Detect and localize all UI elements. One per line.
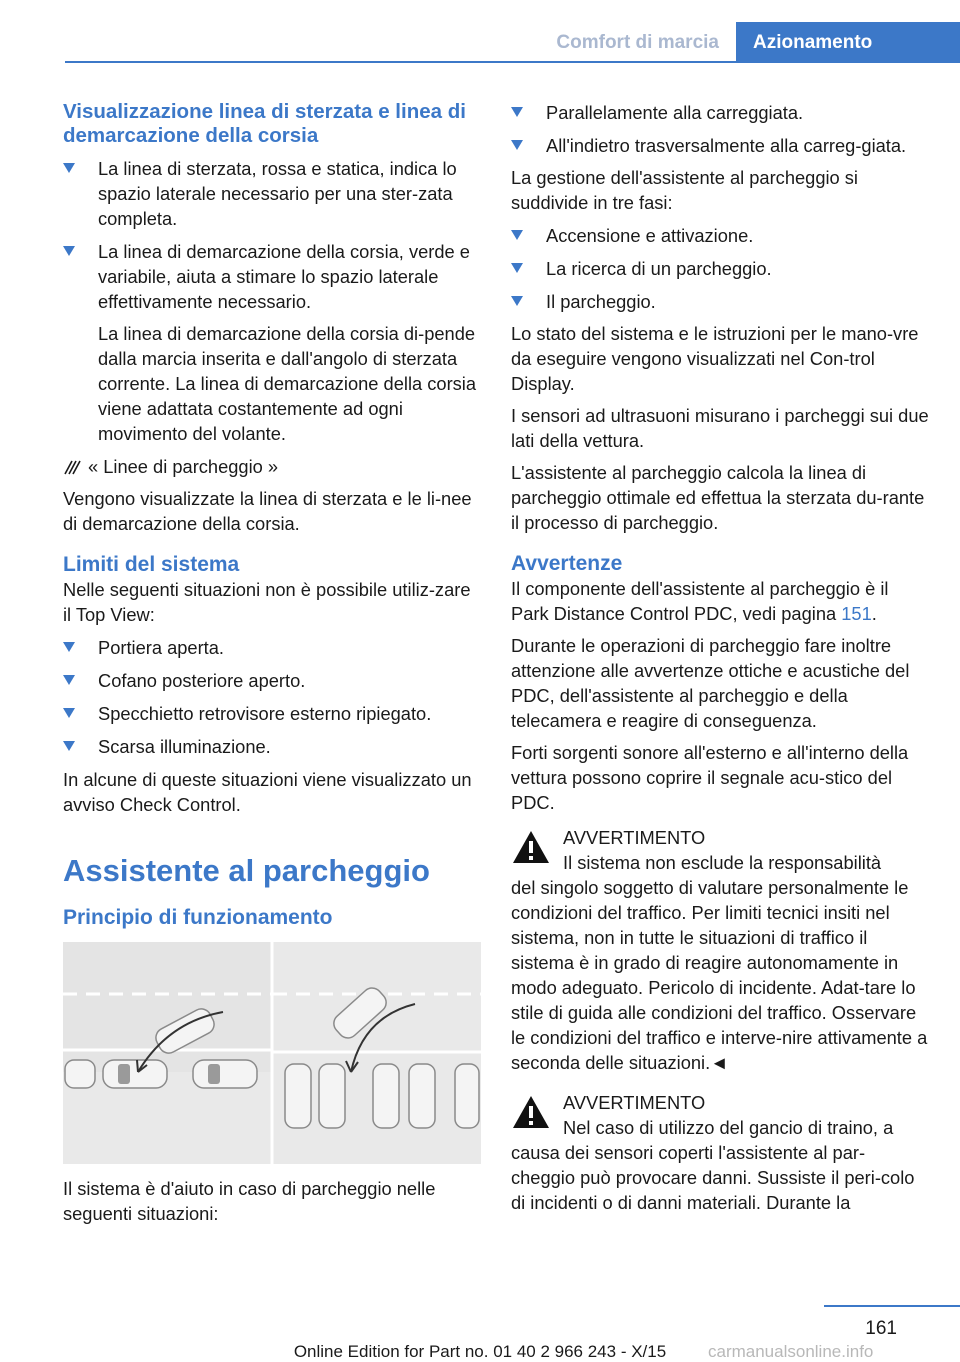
parking-diagram-svg: [63, 942, 481, 1164]
indented-paragraph: [63, 321, 481, 446]
header-section-tab: Comfort di marcia: [556, 32, 719, 53]
warning-triangle-icon: [511, 829, 551, 865]
footer-edition: Online Edition for Part no. 01 40 2 966 243 - X/15: [293, 1342, 667, 1361]
bullet-text: Accensione e attivazione.: [546, 225, 754, 246]
pdc-ref-text: Il componente dell'assistente al parcheggio è il Park Distance Control PDC, vedi pagina: [511, 578, 889, 624]
bullet-triangle-icon: [511, 296, 523, 306]
bullet-text: Specchietto retrovisore esterno ripiegato.: [98, 703, 432, 724]
paragraph: Nelle seguenti situazioni non è possibile utiliz-zare il Top View:: [63, 579, 471, 625]
paragraph: Vengono visualizzate la linea di sterzata e le li-nee di demarcazione della corsia.: [63, 488, 472, 534]
bullet-text: All'indietro trasversalmente alla carreg-giata.: [546, 135, 907, 156]
warning-text: del singolo soggetto di valutare personalmente le condizioni del traffico. Per limiti tecnici insiti nel sistema, non in tutte le situazioni di traffico il sistema è in grado di reagire autonomamente in modo adeguato. Pericolo di incidente. Adat-tare lo stile di guida alle condizioni del traffico. Osservare le condizioni del traffico e interve-nire attivamente a seconda delle situazioni.◄: [511, 877, 928, 1073]
paragraph: In alcune di queste situazioni viene visualizzato un avviso Check Control.: [63, 769, 472, 815]
warning-block: [511, 825, 929, 1075]
warning-text: causa dei sensori coperti l'assistente al par-cheggio può provocare danni. Sussiste il peri-colo di incidenti o di danni materiali. Durante la: [511, 1142, 915, 1213]
paragraph: Durante le operazioni di parcheggio fare inoltre attenzione alle avvertenze ottiche e acustiche del PDC, dell'assistente al parcheggio e della telecamera e reagire di conseguenza.: [511, 635, 910, 731]
indented-text: La linea di demarcazione della corsia di-pende dalla marcia inserita e dall'angolo di sterzata corrente. La linea di demarcazione della corsia viene adattata costantemente ad ogni movimento del volante.: [98, 323, 477, 444]
bullet-item: [63, 156, 481, 231]
bullet-text: La ricerca di un parcheggio.: [546, 258, 772, 279]
bullet-item: [511, 223, 929, 248]
bullet-item: [63, 701, 481, 726]
bullet-triangle-icon: [63, 675, 75, 685]
bullet-text: Parallelamente alla carreggiata.: [546, 102, 804, 123]
heading-parking-assistant: Assistente al parcheggio: [63, 853, 430, 888]
right-column: [511, 100, 929, 1215]
parking-illustration: [63, 942, 481, 1164]
page-number: 161: [865, 1318, 897, 1339]
bullet-triangle-icon: [63, 163, 75, 173]
bullet-triangle-icon: [511, 230, 523, 240]
bullet-triangle-icon: [63, 708, 75, 718]
paragraph: L'assistente al parcheggio calcola la linea di parcheggio ottimale ed effettua la sterzata du-rante il processo di parcheggio.: [511, 462, 925, 533]
heading-principle: Principio di funzionamento: [63, 906, 333, 929]
warning-triangle-icon: [511, 1094, 551, 1130]
bullet-triangle-icon: [63, 741, 75, 751]
header-chapter-tab: Azionamento: [736, 22, 960, 63]
warning-title: AVVERTIMENTO: [563, 1092, 706, 1113]
bullet-text: Scarsa illuminazione.: [98, 736, 271, 757]
warning-block: [511, 1090, 929, 1215]
bullet-text: Portiera aperta.: [98, 637, 225, 658]
bullet-triangle-icon: [511, 263, 523, 273]
pdc-ref-end: .: [871, 603, 877, 624]
paragraph: Lo stato del sistema e le istruzioni per le mano-vre da eseguire vengono visualizzati nel Con-trol Display.: [511, 323, 919, 394]
paragraph: Forti sorgenti sonore all'esterno e all'interno della vettura possono coprire il segnale acu-stico del PDC.: [511, 742, 909, 813]
bullet-triangle-icon: [511, 140, 523, 150]
left-column: [63, 100, 481, 1226]
heading-system-limits: Limiti del sistema: [63, 553, 240, 576]
bullet-item: [63, 668, 481, 693]
heading-notes: Avvertenze: [511, 552, 623, 575]
heading-steering-lines: Visualizzazione linea di sterzata e linea di demarcazione della corsia: [63, 100, 466, 147]
warning-title: AVVERTIMENTO: [563, 827, 706, 848]
paragraph: Il sistema è d'aiuto in caso di parcheggio nelle seguenti situazioni:: [63, 1178, 436, 1224]
bullet-item: [63, 239, 481, 314]
bullet-item: [63, 635, 481, 660]
bullet-triangle-icon: [63, 246, 75, 256]
menu-path-text: « Linee di parcheggio »: [88, 456, 279, 477]
header-rule: [65, 61, 960, 63]
menu-path-line: [63, 454, 481, 479]
bullet-item: [511, 133, 929, 158]
bullet-item: [511, 256, 929, 281]
bullet-item: [63, 734, 481, 759]
bullet-triangle-icon: [63, 642, 75, 652]
bullet-text: La linea di demarcazione della corsia, verde e variabile, aiuta a stimare lo spazio laterale effettivamente necessario.: [98, 241, 470, 312]
bullet-triangle-icon: [511, 107, 523, 117]
footer-rule: [824, 1305, 960, 1307]
bullet-text: Il parcheggio.: [546, 291, 656, 312]
parking-lines-icon: [63, 456, 83, 476]
bullet-text: Cofano posteriore aperto.: [98, 670, 306, 691]
paragraph: I sensori ad ultrasuoni misurano i parcheggi sui due lati della vettura.: [511, 405, 929, 451]
watermark: carmanualsonline.info: [708, 1342, 874, 1361]
paragraph-pdc-reference: [511, 576, 929, 626]
warning-first-line: Nel caso di utilizzo del gancio di traino, a: [563, 1117, 894, 1138]
bullet-item: [511, 100, 929, 125]
page-link-151[interactable]: 151: [841, 603, 872, 624]
paragraph: La gestione dell'assistente al parcheggio si suddivide in tre fasi:: [511, 167, 858, 213]
bullet-text: La linea di sterzata, rossa e statica, indica lo spazio laterale necessario per una ster-zata completa.: [98, 158, 457, 229]
bullet-item: [511, 289, 929, 314]
warning-first-line: Il sistema non esclude la responsabilità: [563, 852, 882, 873]
